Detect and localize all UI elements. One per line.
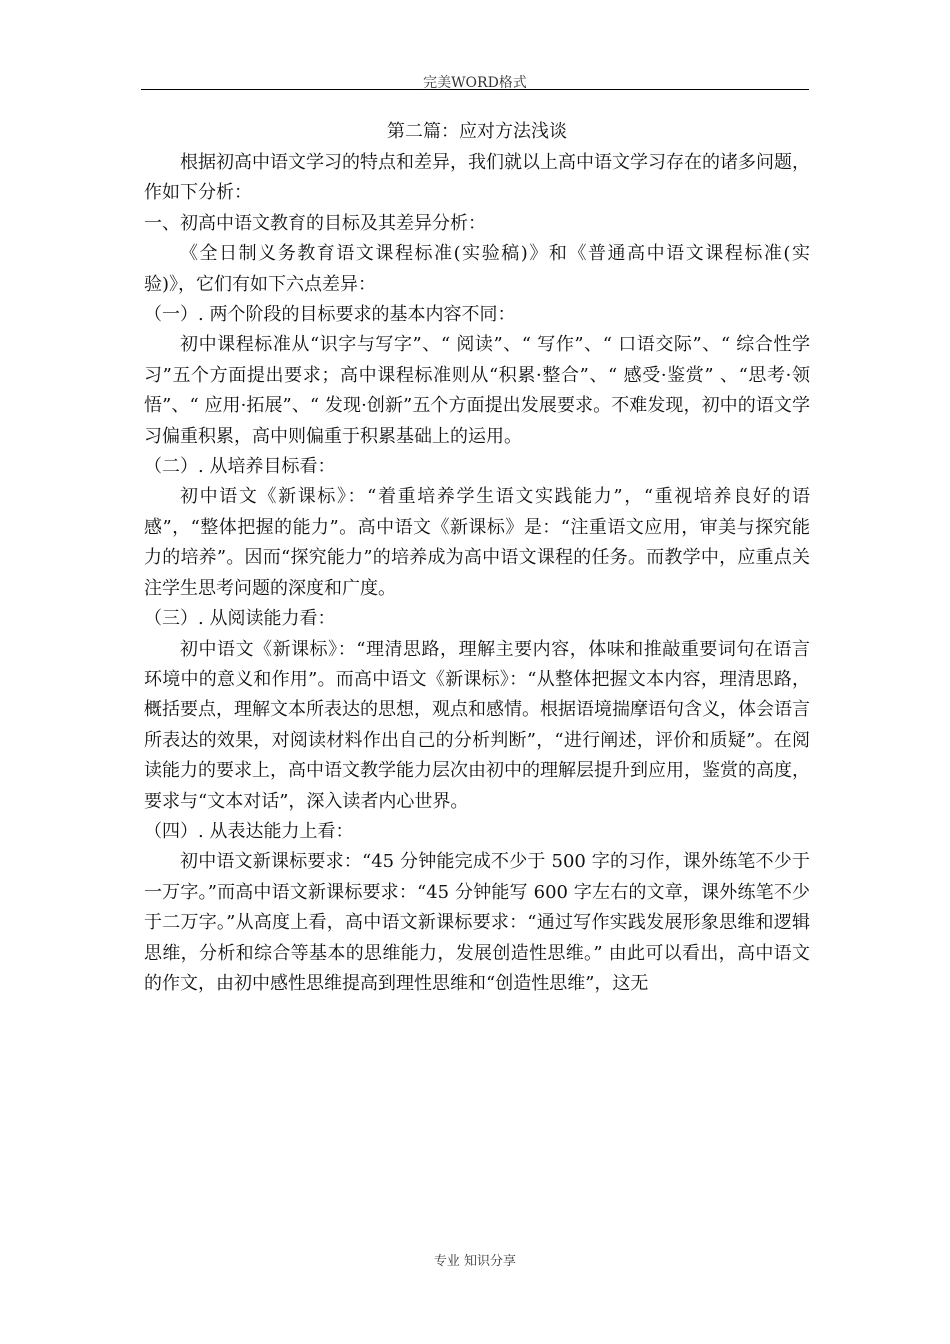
page-footer: 专业 知识分享 [433, 1254, 517, 1269]
header-divider [141, 89, 809, 90]
body-paragraph: 根据初高中语文学习的特点和差异，我们就以上高中语文学习存在的诸多问题，作如下分析： [144, 152, 810, 204]
section-heading: （一）. 两个阶段的目标要求的基本内容不同： [144, 304, 516, 326]
body-paragraph: 初中语文新课标要求：“45 分钟能完成不少于 500 字的习作，课外练笔不少于一万字。”而高中语文新课标要求：“45 分钟能写 600 字左右的文章，课外练笔不少于二万字。”从高度上看，高中语文新课标要求：“通过写作实践发展形象思维和逻辑思维，分析和综合等基本的思维能力，发展创造性思维。” 由此可以看出，高中语文的作文，由初中感性思维提高到理性思维和“创造性思维”，这无 [144, 851, 810, 994]
section-heading: （四）. 从表达能力上看： [144, 820, 354, 842]
body-paragraph: 初中语文《新课标》：“着重培养学生语文实践能力”，“重视培养良好的语感”，“整体把握的能力”。高中语文《新课标》是：“注重语文应用，审美与探究能力的培养”。因而“探究能力”的培养成为高中语文课程的任务。而教学中，应重点关注学生思考问题的深度和广度。 [144, 486, 810, 599]
document-body [144, 116, 810, 999]
section-heading: （二）. 从培养目标看： [144, 456, 336, 478]
page-header: 完美WORD格式 [423, 75, 527, 91]
body-paragraph: 初中语文《新课标》：“理清思路，理解主要内容，体味和推敲重要词句在语言环境中的意义和作用”。而高中语文《新课标》：“从整体把握文本内容，理清思路，概括要点，理解文本所表达的思想，观点和感情。根据语境揣摩语句含义，体会语言所表达的效果，对阅读材料作出自己的分析判断”，“进行阐述，评价和质疑”。在阅读能力的要求上，高中语文教学能力层次由初中的理解层提升到应用，鉴赏的高度，要求与“文本对话”，深入读者内心世界。 [144, 638, 810, 812]
section-heading: 一、初高中语文教育的目标及其差异分析： [144, 212, 486, 234]
section-heading: （三）. 从阅读能力看： [144, 608, 336, 630]
paragraph-list [144, 148, 810, 999]
section-title: 第二篇：应对方法浅谈 [387, 121, 567, 142]
body-paragraph: 《全日制义务教育语文课程标准(实验稿)》和《普通高中语文课程标准(实验)》，它们有如下六点差异： [144, 243, 810, 295]
body-paragraph: 初中课程标准从“识字与写字”、“ 阅读”、“ 写作”、“ 口语交际”、“ 综合性学习”五个方面提出要求；高中课程标准则从“积累·整合”、“ 感受·鉴赏” 、“思考·领悟”、“ 应用·拓展”、“ 发现·创新”五个方面提出发展要求。不难发现，初中的语文学习偏重积累，高中则偏重于积累基础上的运用。 [144, 334, 810, 447]
